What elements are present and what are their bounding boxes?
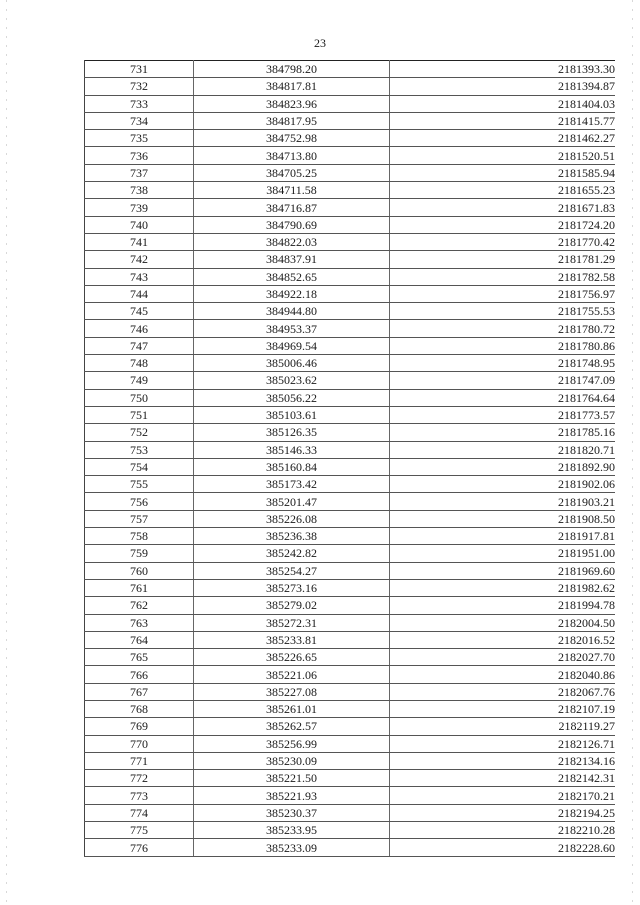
point-number-cell: 762	[85, 597, 194, 614]
y-coordinate-cell: 2181982.62	[390, 579, 616, 596]
point-number-cell: 748	[85, 355, 194, 372]
x-coordinate-cell: 385221.93	[194, 787, 390, 804]
point-number-cell: 776	[85, 839, 194, 856]
y-coordinate-cell: 2181994.78	[390, 597, 616, 614]
x-coordinate-cell: 385227.08	[194, 683, 390, 700]
y-coordinate-cell: 2182126.71	[390, 735, 616, 752]
table-row	[85, 787, 616, 804]
x-coordinate-cell: 385173.42	[194, 476, 390, 493]
x-coordinate-cell: 385256.99	[194, 735, 390, 752]
point-number-cell: 731	[85, 61, 194, 78]
point-number-cell: 760	[85, 562, 194, 579]
y-coordinate-cell: 2181415.77	[390, 112, 616, 129]
y-coordinate-cell: 2182134.16	[390, 752, 616, 769]
y-coordinate-cell: 2181462.27	[390, 130, 616, 147]
x-coordinate-cell: 384852.65	[194, 268, 390, 285]
y-coordinate-cell: 2181755.53	[390, 303, 616, 320]
y-coordinate-cell: 2181393.30	[390, 61, 616, 78]
point-number-cell: 745	[85, 303, 194, 320]
y-coordinate-cell: 2182040.86	[390, 666, 616, 683]
y-coordinate-cell: 2181781.29	[390, 251, 616, 268]
coordinate-table	[84, 60, 615, 857]
point-number-cell: 752	[85, 424, 194, 441]
point-number-cell: 747	[85, 337, 194, 354]
x-coordinate-cell: 385226.65	[194, 649, 390, 666]
y-coordinate-cell: 2182004.50	[390, 614, 616, 631]
x-coordinate-cell: 385221.06	[194, 666, 390, 683]
x-coordinate-cell: 385056.22	[194, 389, 390, 406]
x-coordinate-cell: 385226.08	[194, 510, 390, 527]
point-number-cell: 737	[85, 164, 194, 181]
table-row	[85, 804, 616, 821]
table-row	[85, 355, 616, 372]
point-number-cell: 750	[85, 389, 194, 406]
y-coordinate-cell: 2181520.51	[390, 147, 616, 164]
table-row	[85, 597, 616, 614]
table-row	[85, 285, 616, 302]
y-coordinate-cell: 2182210.28	[390, 822, 616, 839]
x-coordinate-cell: 384798.20	[194, 61, 390, 78]
point-number-cell: 738	[85, 182, 194, 199]
table-row	[85, 78, 616, 95]
table-row	[85, 147, 616, 164]
y-coordinate-cell: 2182170.21	[390, 787, 616, 804]
y-coordinate-cell: 2181773.57	[390, 406, 616, 423]
y-coordinate-cell: 2182107.19	[390, 700, 616, 717]
point-number-cell: 743	[85, 268, 194, 285]
point-number-cell: 757	[85, 510, 194, 527]
point-number-cell: 759	[85, 545, 194, 562]
y-coordinate-cell: 2181770.42	[390, 233, 616, 250]
y-coordinate-cell: 2181903.21	[390, 493, 616, 510]
x-coordinate-cell: 385233.09	[194, 839, 390, 856]
coordinate-table-container	[84, 60, 615, 857]
y-coordinate-cell: 2181764.64	[390, 389, 616, 406]
point-number-cell: 767	[85, 683, 194, 700]
table-row	[85, 320, 616, 337]
table-row	[85, 718, 616, 735]
coordinate-table-body	[85, 61, 616, 857]
point-number-cell: 765	[85, 649, 194, 666]
x-coordinate-cell: 384716.87	[194, 199, 390, 216]
table-row	[85, 683, 616, 700]
x-coordinate-cell: 385262.57	[194, 718, 390, 735]
y-coordinate-cell: 2181902.06	[390, 476, 616, 493]
y-coordinate-cell: 2181747.09	[390, 372, 616, 389]
table-row	[85, 337, 616, 354]
x-coordinate-cell: 385273.16	[194, 579, 390, 596]
y-coordinate-cell: 2182067.76	[390, 683, 616, 700]
point-number-cell: 775	[85, 822, 194, 839]
point-number-cell: 763	[85, 614, 194, 631]
point-number-cell: 754	[85, 458, 194, 475]
x-coordinate-cell: 385272.31	[194, 614, 390, 631]
point-number-cell: 756	[85, 493, 194, 510]
y-coordinate-cell: 2181785.16	[390, 424, 616, 441]
table-row	[85, 199, 616, 216]
point-number-cell: 734	[85, 112, 194, 129]
y-coordinate-cell: 2181908.50	[390, 510, 616, 527]
y-coordinate-cell: 2181780.72	[390, 320, 616, 337]
x-coordinate-cell: 385103.61	[194, 406, 390, 423]
point-number-cell: 751	[85, 406, 194, 423]
point-number-cell: 735	[85, 130, 194, 147]
point-number-cell: 768	[85, 700, 194, 717]
point-number-cell: 769	[85, 718, 194, 735]
table-row	[85, 700, 616, 717]
x-coordinate-cell: 385254.27	[194, 562, 390, 579]
y-coordinate-cell: 2181655.23	[390, 182, 616, 199]
x-coordinate-cell: 385236.38	[194, 528, 390, 545]
point-number-cell: 772	[85, 770, 194, 787]
table-row	[85, 424, 616, 441]
table-row	[85, 562, 616, 579]
table-row	[85, 752, 616, 769]
point-number-cell: 741	[85, 233, 194, 250]
x-coordinate-cell: 385126.35	[194, 424, 390, 441]
y-coordinate-cell: 2182228.60	[390, 839, 616, 856]
y-coordinate-cell: 2182119.27	[390, 718, 616, 735]
x-coordinate-cell: 384922.18	[194, 285, 390, 302]
y-coordinate-cell: 2182027.70	[390, 649, 616, 666]
table-row	[85, 303, 616, 320]
y-coordinate-cell: 2181671.83	[390, 199, 616, 216]
x-coordinate-cell: 384711.58	[194, 182, 390, 199]
y-coordinate-cell: 2181404.03	[390, 95, 616, 112]
y-coordinate-cell: 2181969.60	[390, 562, 616, 579]
scan-edge-left	[6, 0, 7, 905]
table-row	[85, 614, 616, 631]
x-coordinate-cell: 385023.62	[194, 372, 390, 389]
table-row	[85, 649, 616, 666]
x-coordinate-cell: 384837.91	[194, 251, 390, 268]
table-row	[85, 268, 616, 285]
point-number-cell: 761	[85, 579, 194, 596]
point-number-cell: 758	[85, 528, 194, 545]
x-coordinate-cell: 385233.81	[194, 631, 390, 648]
table-row	[85, 441, 616, 458]
point-number-cell: 733	[85, 95, 194, 112]
y-coordinate-cell: 2181780.86	[390, 337, 616, 354]
x-coordinate-cell: 385221.50	[194, 770, 390, 787]
table-row	[85, 770, 616, 787]
table-row	[85, 233, 616, 250]
table-row	[85, 493, 616, 510]
x-coordinate-cell: 384705.25	[194, 164, 390, 181]
table-row	[85, 406, 616, 423]
x-coordinate-cell: 385233.95	[194, 822, 390, 839]
point-number-cell: 749	[85, 372, 194, 389]
table-row	[85, 112, 616, 129]
table-row	[85, 130, 616, 147]
y-coordinate-cell: 2182016.52	[390, 631, 616, 648]
point-number-cell: 774	[85, 804, 194, 821]
y-coordinate-cell: 2182142.31	[390, 770, 616, 787]
table-row	[85, 666, 616, 683]
table-row	[85, 631, 616, 648]
x-coordinate-cell: 385201.47	[194, 493, 390, 510]
table-row	[85, 372, 616, 389]
x-coordinate-cell: 385279.02	[194, 597, 390, 614]
table-row	[85, 216, 616, 233]
table-row	[85, 579, 616, 596]
point-number-cell: 732	[85, 78, 194, 95]
y-coordinate-cell: 2181724.20	[390, 216, 616, 233]
y-coordinate-cell: 2181917.81	[390, 528, 616, 545]
point-number-cell: 736	[85, 147, 194, 164]
point-number-cell: 766	[85, 666, 194, 683]
table-row	[85, 458, 616, 475]
y-coordinate-cell: 2181820.71	[390, 441, 616, 458]
table-row	[85, 545, 616, 562]
y-coordinate-cell: 2181782.58	[390, 268, 616, 285]
point-number-cell: 770	[85, 735, 194, 752]
y-coordinate-cell: 2181951.00	[390, 545, 616, 562]
point-number-cell: 742	[85, 251, 194, 268]
x-coordinate-cell: 384953.37	[194, 320, 390, 337]
point-number-cell: 739	[85, 199, 194, 216]
table-row	[85, 735, 616, 752]
x-coordinate-cell: 384969.54	[194, 337, 390, 354]
table-row	[85, 61, 616, 78]
x-coordinate-cell: 384823.96	[194, 95, 390, 112]
point-number-cell: 755	[85, 476, 194, 493]
table-row	[85, 182, 616, 199]
point-number-cell: 771	[85, 752, 194, 769]
scan-edge-right	[632, 0, 633, 905]
x-coordinate-cell: 384713.80	[194, 147, 390, 164]
x-coordinate-cell: 385242.82	[194, 545, 390, 562]
x-coordinate-cell: 384817.81	[194, 78, 390, 95]
table-row	[85, 251, 616, 268]
x-coordinate-cell: 384822.03	[194, 233, 390, 250]
x-coordinate-cell: 384944.80	[194, 303, 390, 320]
x-coordinate-cell: 385146.33	[194, 441, 390, 458]
point-number-cell: 746	[85, 320, 194, 337]
x-coordinate-cell: 384752.98	[194, 130, 390, 147]
point-number-cell: 764	[85, 631, 194, 648]
table-row	[85, 389, 616, 406]
point-number-cell: 744	[85, 285, 194, 302]
y-coordinate-cell: 2181394.87	[390, 78, 616, 95]
point-number-cell: 773	[85, 787, 194, 804]
y-coordinate-cell: 2181892.90	[390, 458, 616, 475]
x-coordinate-cell: 384790.69	[194, 216, 390, 233]
table-row	[85, 510, 616, 527]
x-coordinate-cell: 385230.09	[194, 752, 390, 769]
page-number: 23	[314, 36, 326, 50]
y-coordinate-cell: 2181756.97	[390, 285, 616, 302]
x-coordinate-cell: 385160.84	[194, 458, 390, 475]
y-coordinate-cell: 2181748.95	[390, 355, 616, 372]
table-row	[85, 476, 616, 493]
table-row	[85, 839, 616, 856]
table-row	[85, 528, 616, 545]
y-coordinate-cell: 2182194.25	[390, 804, 616, 821]
point-number-cell: 753	[85, 441, 194, 458]
y-coordinate-cell: 2181585.94	[390, 164, 616, 181]
x-coordinate-cell: 384817.95	[194, 112, 390, 129]
table-row	[85, 164, 616, 181]
table-row	[85, 95, 616, 112]
x-coordinate-cell: 385261.01	[194, 700, 390, 717]
point-number-cell: 740	[85, 216, 194, 233]
table-row	[85, 822, 616, 839]
x-coordinate-cell: 385230.37	[194, 804, 390, 821]
x-coordinate-cell: 385006.46	[194, 355, 390, 372]
